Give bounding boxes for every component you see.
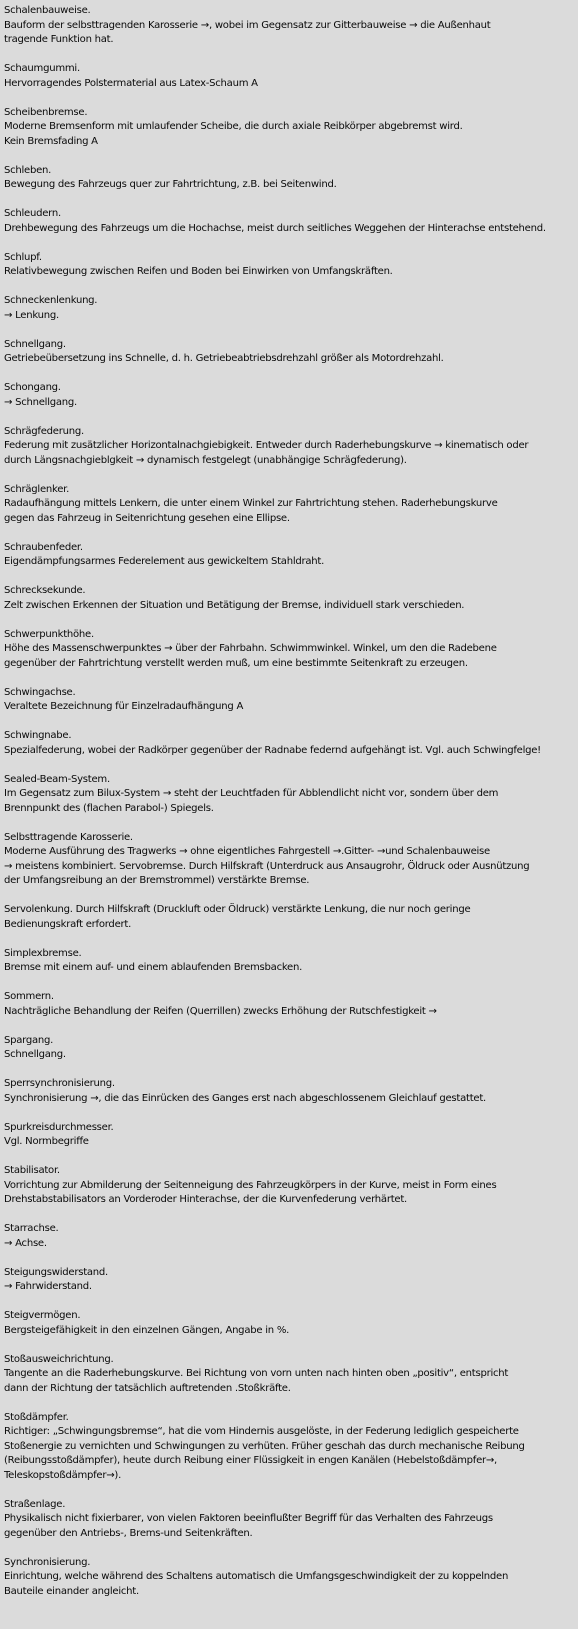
entry-term: Schalenbauweise. [4, 5, 91, 16]
entry-term: Schaumgummi. [4, 63, 80, 74]
entry-definition-line: → meistens kombiniert. Servobremse. Durch Hilfskraft (Unterdruck aus Ansaugrohr, Öldruck oder Ausnützung [4, 860, 530, 872]
entry-term: Schwingnabe. [4, 730, 72, 741]
entry-term: Straßenlage. [4, 1498, 66, 1510]
entry-definition-line: Höhe des Massenschwerpunktes → über der Fahrbahn. Schwimmwinkel. Winkel, um den die Radebene [4, 643, 497, 654]
entry-definition-line: Spezialfederung, wobei der Radkörper gegenüber der Radnabe federnd aufgehängt ist. Vgl. auch Schwingfelge! [4, 744, 541, 756]
entry-definition-line: Kein Bremsfading A [4, 135, 98, 147]
entry-definition-line: Vgl. Normbegriffe [4, 1136, 89, 1147]
glossary-entry [4, 1077, 578, 1106]
entry-term: Schlupf. [4, 251, 42, 263]
glossary-entry [4, 1353, 578, 1397]
glossary-entry [4, 947, 578, 976]
entry-definition-line: (Reibungsstoßdämpfer), heute durch Reibung einer Flüssigkeit in engen Kanälen (Hebelstoßdämpfer→, [4, 1455, 498, 1466]
glossary-entry [4, 1164, 578, 1208]
entry-definition-line: Nachträgliche Behandlung der Reifen (Querrillen) zwecks Erhöhung der Rutschfestigkeit → [4, 1005, 437, 1017]
glossary-entry [4, 990, 578, 1019]
entry-definition-line: Bauform der selbsttragenden Karosserie →, wobei im Gegensatz zur Gitterbauweise → die Außenhaut [4, 19, 491, 31]
entry-definition-line: Stoßenergie zu vernichten und Schwingungen zu verhüten. Früher geschah das durch mechanische Reibung [4, 1440, 525, 1452]
entry-definition-line: gegenüber der Fahrtrichtung verstellt werden muß, um eine bestimmte Seitenkraft zu erzeugen. [4, 657, 468, 669]
glossary-entry [4, 1266, 578, 1295]
entry-definition-line: Teleskopstoßdämpfer→). [4, 1469, 122, 1481]
entry-definition-line: gegenüber den Antriebs-, Brems-und Seitenkräften. [4, 1527, 253, 1539]
glossary-entry [4, 1121, 578, 1150]
entry-definition-line: Drehstabstabilisators an Vorderoder Hinterachse, der die Kurvenfederung verhärtet. [4, 1194, 407, 1205]
entry-definition-line: Moderne Bremsenform mit umlaufender Scheibe, die durch axiale Reibkörper abgebremst wird. [4, 121, 463, 132]
glossary-entry [4, 207, 578, 236]
entry-term: Stabilisator. [4, 1165, 60, 1176]
entry-definition-line: gegen das Fahrzeug in Seitenrichtung gesehen eine Ellipse. [4, 512, 290, 524]
glossary-entry [4, 541, 578, 570]
entry-term: Schleben. [4, 164, 52, 176]
entry-definition-line: der Umfangsreibung an der Bremstrommel) verstärkte Bremse. [4, 875, 310, 886]
glossary-entry [4, 584, 578, 613]
entry-term: Schnellgang. [4, 338, 66, 350]
glossary-entry [4, 729, 578, 758]
entry-definition-line: → Achse. [4, 1237, 47, 1249]
entry-term: Sperrsynchronisierung. [4, 1078, 115, 1089]
glossary-entry [4, 1309, 578, 1338]
entry-term: Selbsttragende Karosserie. [4, 831, 133, 843]
entry-definition-line: Im Gegensatz zum Bilux-System → steht der Leuchtfaden für Abblendlicht nicht vor, sondern über dem [4, 788, 499, 799]
glossary-entry [4, 628, 578, 672]
glossary-entry [4, 4, 578, 48]
glossary-entry [4, 106, 578, 150]
glossary-entry [4, 1556, 578, 1600]
entry-term: Schräglenker. [4, 483, 70, 495]
entry-definition-line: Zelt zwischen Erkennen der Situation und Betätigung der Bremse, individuell stark verschieden. [4, 599, 465, 611]
entry-definition-line: Bergsteigefähigkeit in den einzelnen Gängen, Angabe in %. [4, 1324, 290, 1336]
entry-definition-line: Bauteile einander angleicht. [4, 1585, 139, 1597]
entry-definition-line: dann der Richtung der tatsächlich auftretenden .Stoßkräfte. [4, 1382, 291, 1394]
glossary-entry [4, 164, 578, 193]
entry-term: Steigvermögen. [4, 1310, 81, 1321]
entry-term: Synchronisierung. [4, 1556, 91, 1568]
entry-definition-line: Getriebeübersetzung ins Schnelle, d. h. Getriebeabtriebsdrehzahl größer als Motordrehzahl. [4, 353, 444, 364]
entry-term: Schwingachse. [4, 686, 76, 698]
glossary-entry [4, 1411, 578, 1484]
entry-definition-line: durch Längsnachgieblgkeit → dynamisch festgelegt (unabhängige Schrägfederung). [4, 454, 407, 466]
entry-definition-line: Federung mit zusätzlicher Horizontalnachgiebigkeit. Entweder durch Raderhebungskurve → kinematisch oder [4, 440, 529, 451]
entry-term: Schongang. [4, 382, 61, 393]
entry-definition-line: Tangente an die Raderhebungskurve. Bei Richtung von vorn unten nach hinten oben „positiv“, entspricht [4, 1368, 509, 1379]
entry-definition-line: Moderne Ausführung des Tragwerks → ohne eigentliches Fahrgestell →.Gitter- →und Schalenbauweise [4, 846, 490, 857]
entry-term: Scheibenbremse. [4, 106, 88, 118]
entry-term: Schrecksekunde. [4, 585, 86, 596]
entry-definition-line: Einrichtung, welche während des Schaltens automatisch die Umfangsgeschwindigkeit der zu koppelnden [4, 1571, 509, 1582]
entry-term: Servolenkung. Durch Hilfskraft (Druckluft oder Öldruck) verstärkte Lenkung, die nur noch geringe [4, 904, 471, 915]
entry-definition-line: tragende Funktion hat. [4, 34, 114, 45]
entry-term: Schleudern. [4, 208, 61, 219]
entry-definition-line: → Fahrwiderstand. [4, 1281, 92, 1292]
entry-definition-line: Radaufhängung mittels Lenkern, die unter einem Winkel zur Fahrtrichtung stehen. Raderhebungskurve [4, 498, 498, 509]
glossary-entry [4, 903, 578, 932]
glossary-entry [4, 686, 578, 715]
entry-term: Steigungswiderstand. [4, 1266, 108, 1278]
glossary-entry [4, 773, 578, 817]
entry-definition-line: Eigendämpfungsarmes Federelement aus gewickeltem Stahldraht. [4, 556, 325, 567]
glossary-entry [4, 1498, 578, 1542]
glossary-entry [4, 1034, 578, 1063]
entry-term: Sommern. [4, 991, 54, 1002]
entry-term: Stoßausweichrichtung. [4, 1353, 114, 1365]
entry-definition-line: Bedienungskraft erfordert. [4, 918, 132, 930]
entry-definition-line: Bewegung des Fahrzeugs quer zur Fahrtrichtung, z.B. bei Seitenwind. [4, 179, 337, 190]
entry-term: Schraubenfeder. [4, 541, 83, 553]
glossary-entry [4, 831, 578, 889]
glossary-entry [4, 62, 578, 91]
entry-definition-line: Brennpunkt des (flachen Parabol-) Spiegels. [4, 802, 214, 814]
entry-term: Simplexbremse. [4, 947, 82, 959]
entry-definition-line: Bremse mit einem auf- und einem ablaufenden Bremsbacken. [4, 962, 303, 973]
glossary-entry [4, 483, 578, 527]
glossary-entry [4, 251, 578, 280]
entry-definition-line: Vorrichtung zur Abmilderung der Seitenneigung des Fahrzeugkörpers in der Kurve, meist in Form eines [4, 1179, 497, 1191]
entry-term: Starrachse. [4, 1223, 59, 1234]
entry-definition-line: → Schnellgang. [4, 396, 77, 408]
entry-term: Stoßdämpfer. [4, 1411, 69, 1423]
entry-term: Schneckenlenkung. [4, 295, 98, 306]
entry-term: Sealed-Beam-System. [4, 773, 110, 785]
entry-term: Schwerpunkthöhe. [4, 628, 94, 640]
entry-definition-line: Drehbewegung des Fahrzeugs um die Hochachse, meist durch seitliches Weggehen der Hinterachse entstehend. [4, 222, 546, 234]
entry-term: Schrägfederung. [4, 425, 84, 437]
entry-term: Spurkreisdurchmesser. [4, 1121, 114, 1133]
entry-definition-line: → Lenkung. [4, 309, 59, 321]
entry-definition-line: Synchronisierung →, die das Einrücken des Ganges erst nach abgeschlossenem Gleichlauf gestattet. [4, 1092, 486, 1104]
entry-term: Spargang. [4, 1034, 54, 1046]
entry-definition-line: Veraltete Bezeichnung für Einzelradaufhängung A [4, 701, 244, 712]
entry-definition-line: Richtiger: „Schwingungsbremse“, hat die vom Hindernis ausgelöste, in der Federung lediglich gespeicherte [4, 1426, 519, 1437]
entry-definition-line: Schnellgang. [4, 1049, 66, 1060]
glossary-entry [4, 338, 578, 367]
glossary-entry [4, 381, 578, 410]
glossary-entry-list [4, 4, 578, 1599]
glossary-entry [4, 1222, 578, 1251]
entry-definition-line: Physikalisch nicht fixierbarer, von vielen Faktoren beeinflußter Begriff für das Verhalten des Fahrzeugs [4, 1513, 493, 1524]
entry-definition-line: Relativbewegung zwischen Reifen und Boden bei Einwirken von Umfangskräften. [4, 266, 393, 277]
entry-definition-line: Hervorragendes Polstermaterial aus Latex-Schaum A [4, 77, 258, 89]
glossary-entry [4, 425, 578, 469]
glossary-entry [4, 294, 578, 323]
